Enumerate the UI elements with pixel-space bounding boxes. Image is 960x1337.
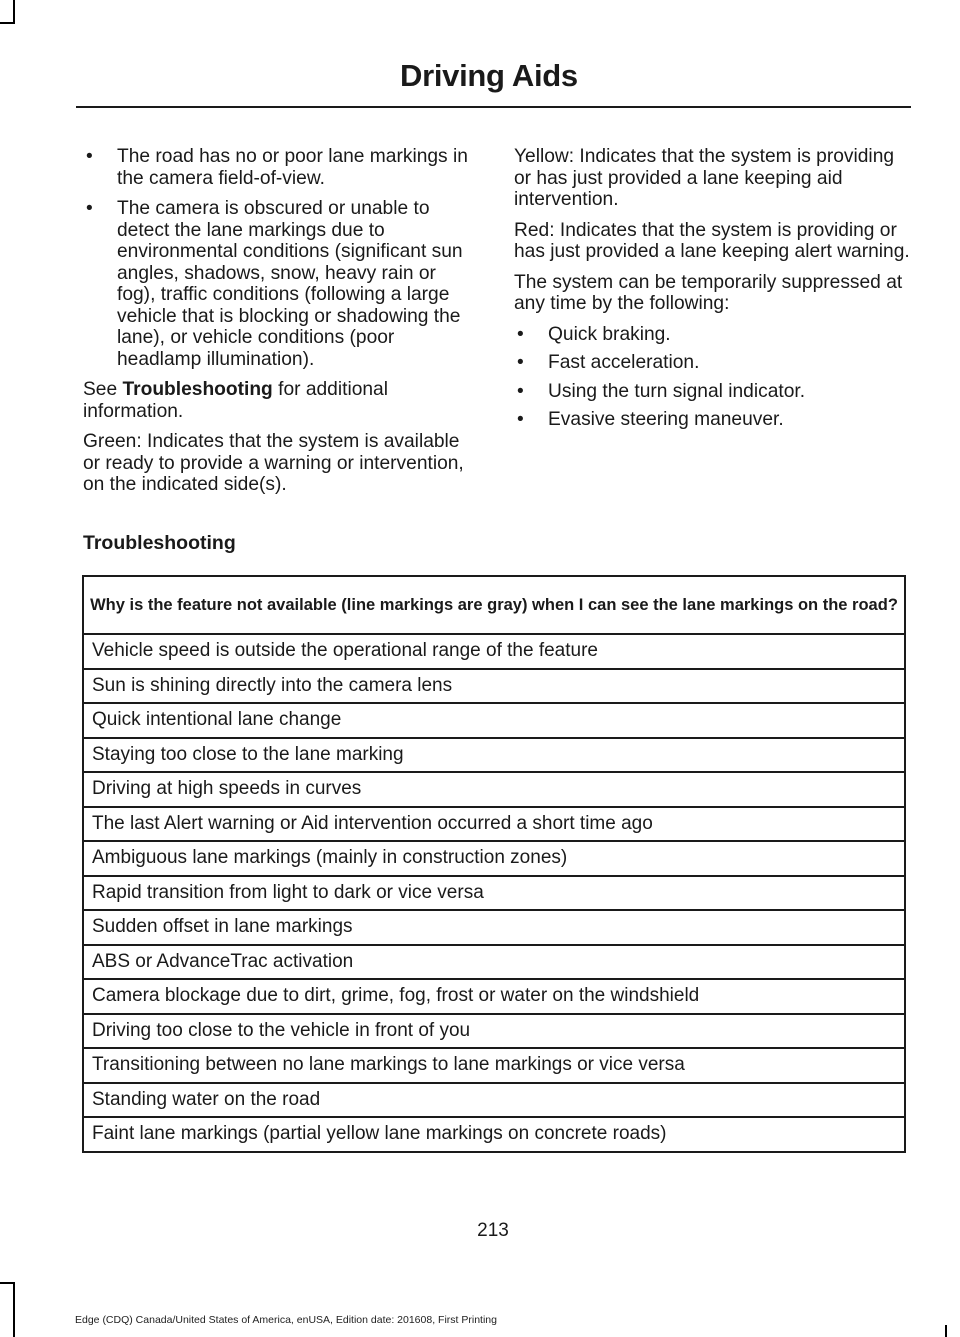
table-row: Staying too close to the lane marking (83, 738, 905, 773)
crop-mark-bottom-right (945, 1325, 947, 1337)
table-row: Driving too close to the vehicle in front of you (83, 1014, 905, 1049)
footer-edition: Edge (CDQ) Canada/United States of America, enUSA, Edition date: 201608, First Printing (75, 1314, 497, 1326)
table-row: Camera blockage due to dirt, grime, fog, frost or water on the windshield (83, 979, 905, 1014)
troubleshooting-table (82, 575, 906, 1153)
suppress-intro-paragraph: The system can be temporarily suppressed at any time by the following: (514, 271, 903, 314)
list-item: • Using the turn signal indicator. (514, 381, 910, 403)
list-item: • Evasive steering maneuver. (514, 409, 910, 431)
table-row: Quick intentional lane change (83, 703, 905, 738)
table-row: Sun is shining directly into the camera lens (83, 669, 905, 704)
table-header: Why is the feature not available (line markings are gray) when I can see the lane markings on the road? (83, 576, 905, 634)
table-row: Driving at high speeds in curves (83, 772, 905, 807)
table-row: Vehicle speed is outside the operational range of the feature (83, 634, 905, 669)
list-item: • Quick braking. (514, 324, 910, 346)
table-row: The last Alert warning or Aid intervention occurred a short time ago (83, 807, 905, 842)
table-row: Sudden offset in lane markings (83, 910, 905, 945)
table-row: Ambiguous lane markings (mainly in construction zones) (83, 841, 905, 876)
list-item: • The camera is obscured or unable to detect the lane markings due to environmental conditions (significant sun angles, shadows, snow, heavy rain or fog), traffic conditions (following a large vehicle that is blocking or shadowing the lane), or vehicle conditions (poor headlamp illumination). (83, 198, 478, 370)
green-indicator-paragraph: Green: Indicates that the system is available or ready to provide a warning or intervention, on the indicated side(s). (83, 431, 464, 495)
page-title: Driving Aids (400, 58, 578, 93)
see-troubleshooting-paragraph: See Troubleshooting for additional information. (83, 379, 388, 422)
right-column (514, 146, 910, 438)
table-row: ABS or AdvanceTrac activation (83, 945, 905, 980)
crop-mark-bottom-left-h (0, 1282, 15, 1284)
suppress-list (514, 324, 910, 431)
table-row: Standing water on the road (83, 1083, 905, 1118)
list-item: • The road has no or poor lane markings in the camera field-of-view. (83, 146, 478, 189)
yellow-indicator-paragraph: Yellow: Indicates that the system is providing or has just provided a lane keeping aid intervention. (514, 146, 895, 210)
troubleshooting-reference: Troubleshooting (122, 379, 273, 400)
section-heading: Troubleshooting (83, 532, 236, 554)
condition-list (83, 146, 478, 370)
table-row: Transitioning between no lane markings to lane markings or vice versa (83, 1048, 905, 1083)
crop-mark-top-left-h (0, 22, 15, 24)
table-row: Faint lane markings (partial yellow lane markings on concrete roads) (83, 1117, 905, 1152)
crop-mark-bottom-left (13, 1282, 15, 1337)
table-row: Rapid transition from light to dark or vice versa (83, 876, 905, 911)
page-number: 213 (477, 1220, 509, 1241)
red-indicator-paragraph: Red: Indicates that the system is providing or has just provided a lane keeping alert warning. (514, 219, 910, 262)
list-item: • Fast acceleration. (514, 352, 910, 374)
crop-mark-top-left (13, 0, 15, 24)
header-rule (76, 106, 911, 108)
left-column (83, 146, 478, 505)
